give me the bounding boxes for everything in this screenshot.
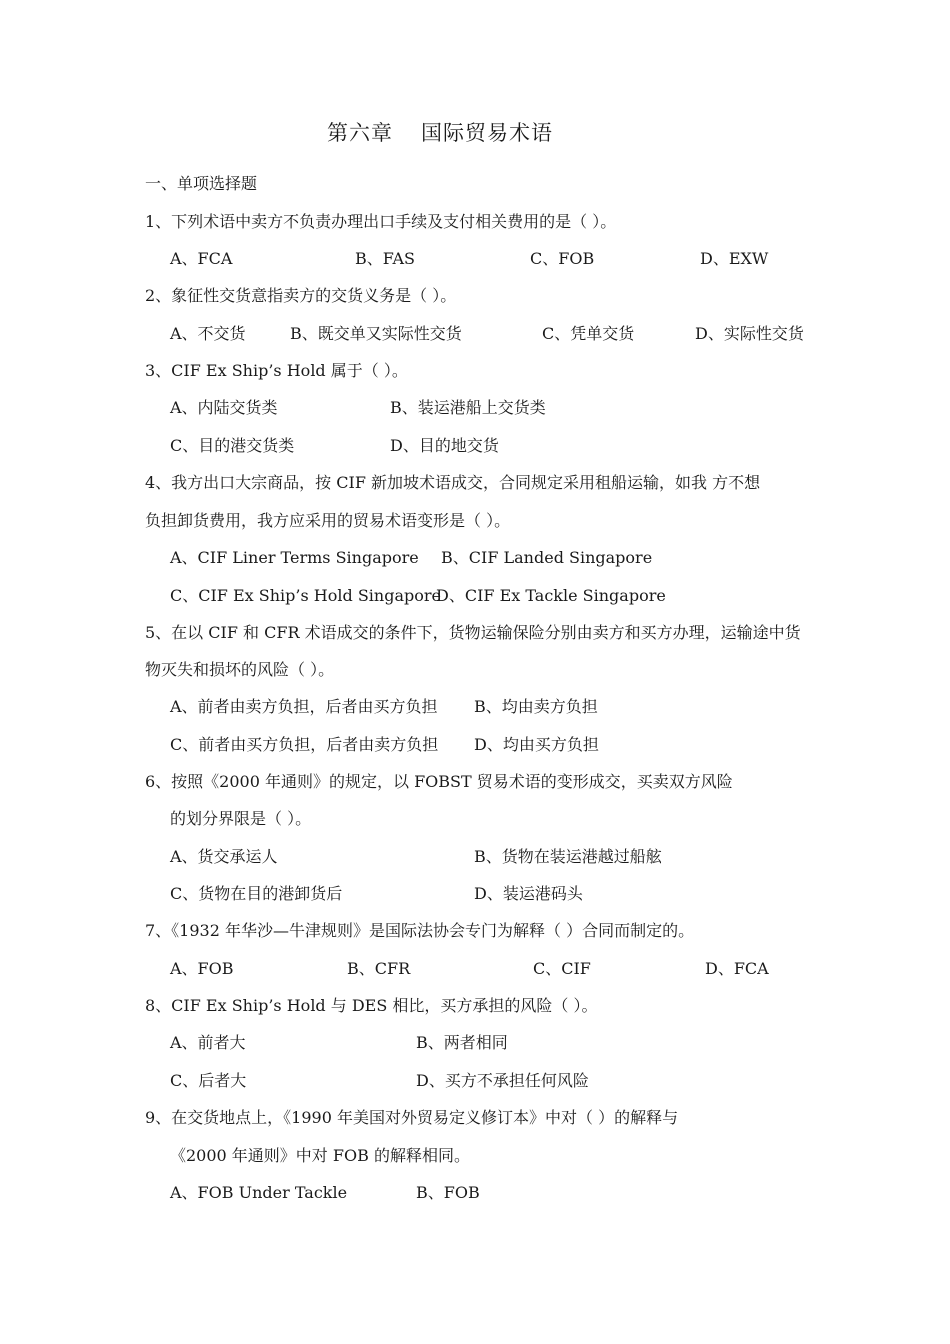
question-6-text-line-2: 的划分界限是（ ）。 <box>170 809 312 828</box>
q9-option-b: B、FOB <box>416 1183 480 1202</box>
q5-option-d: D、均由买方负担 <box>474 735 599 754</box>
q7-option-c: C、CIF <box>533 959 591 978</box>
q6-option-d: D、装运港码头 <box>474 884 583 903</box>
q5-option-c: C、前者由买方负担，后者由卖方负担 <box>170 735 439 754</box>
q2-option-b: B、既交单又实际性交货 <box>290 324 462 343</box>
q6-option-c: C、货物在目的港卸货后 <box>170 884 343 903</box>
q7-option-d: D、FCA <box>705 959 769 978</box>
question-7-text: 7、《1932 年华沙—牛津规则》是国际法协会专门为解释（ ）合同而制定的。 <box>145 921 695 940</box>
question-5-text-line-1: 5、在以 CIF 和 CFR 术语成交的条件下，货物运输保险分别由卖方和买方办理，运输途中货 <box>145 623 801 642</box>
question-3-text: 3、CIF Ex Ship’s Hold 属于（ ）。 <box>145 361 408 380</box>
q7-option-b: B、CFR <box>347 959 411 978</box>
q4-option-a: A、CIF Liner Terms Singapore <box>170 548 419 567</box>
chapter-title: 国际贸易术语 <box>421 121 553 145</box>
q8-option-b: B、两者相同 <box>416 1033 508 1052</box>
question-9-text-line-1: 9、在交货地点上，《1990 年美国对外贸易定义修订本》中对（ ）的解释与 <box>145 1108 679 1127</box>
q3-option-a: A、内陆交货类 <box>170 398 278 417</box>
question-4-text-line-1: 4、我方出口大宗商品，按 CIF 新加坡术语成交，合同规定采用租船运输，如我 方不想 <box>145 473 761 492</box>
q7-option-a: A、FOB <box>170 959 234 978</box>
q9-option-a: A、FOB Under Tackle <box>170 1183 348 1202</box>
q2-option-c: C、凭单交货 <box>542 324 635 343</box>
question-9-text-line-2: 《2000 年通则》中对 FOB 的解释相同。 <box>170 1146 470 1165</box>
q1-option-a: A、FCA <box>170 249 233 268</box>
q3-option-d: D、目的地交货 <box>390 436 499 455</box>
q8-option-d: D、买方不承担任何风险 <box>416 1071 589 1090</box>
chapter-number: 第六章 <box>327 121 393 145</box>
q1-option-c: C、FOB <box>530 249 595 268</box>
q4-option-c: C、CIF Ex Ship’s Hold Singapore <box>170 586 441 605</box>
q8-option-c: C、后者大 <box>170 1071 247 1090</box>
q2-option-a: A、不交货 <box>170 324 246 343</box>
q5-option-b: B、均由卖方负担 <box>474 697 598 716</box>
question-2-text: 2、象征性交货意指卖方的交货义务是（ ）。 <box>145 286 457 305</box>
q1-option-d: D、EXW <box>700 249 769 268</box>
question-5-text-line-2: 物灭失和损坏的风险（ ）。 <box>145 660 335 679</box>
section-heading: 一、单项选择题 <box>145 174 258 193</box>
q3-option-b: B、装运港船上交货类 <box>390 398 546 417</box>
q6-option-a: A、货交承运人 <box>170 847 278 866</box>
q4-option-d: D、CIF Ex Tackle Singapore <box>436 586 666 605</box>
question-6-text-line-1: 6、按照《2000 年通则》的规定，以 FOBST 贸易术语的变形成交，买卖双方风险 <box>145 772 733 791</box>
q1-option-b: B、FAS <box>355 249 415 268</box>
q8-option-a: A、前者大 <box>170 1033 246 1052</box>
q3-option-c: C、目的港交货类 <box>170 436 295 455</box>
question-8-text: 8、CIF Ex Ship’s Hold 与 DES 相比，买方承担的风险（ ）。 <box>145 996 598 1015</box>
q6-option-b: B、货物在装运港越过船舷 <box>474 847 662 866</box>
q4-option-b: B、CIF Landed Singapore <box>441 548 653 567</box>
question-1-text: 1、下列术语中卖方不负责办理出口手续及支付相关费用的是（ ）。 <box>145 212 617 231</box>
question-4-text-line-2: 负担卸货费用，我方应采用的贸易术语变形是（ ）。 <box>145 511 511 530</box>
page-title <box>327 123 553 143</box>
q2-option-d: D、实际性交货 <box>695 324 804 343</box>
q5-option-a: A、前者由卖方负担，后者由买方负担 <box>170 697 438 716</box>
